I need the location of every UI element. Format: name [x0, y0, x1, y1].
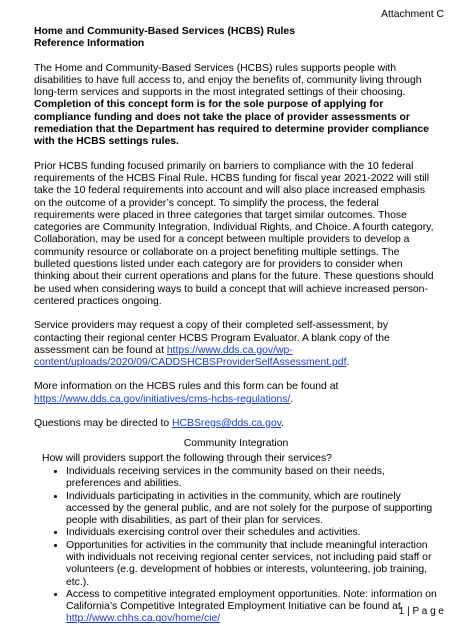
- regulations-link[interactable]: https://www.dds.ca.gov/initiatives/cms-hcbs-regulations/: [34, 393, 291, 405]
- list-item: • Opportunities for activities in the community that include meaningful interaction with individuals not receiving regional center services, not including paid staff or volunteers (e.g. development of hobbies or interests, volunteering, job training, etc.).: [66, 540, 438, 589]
- intro-bold-text: Completion of this concept form is for the sole purpose of applying for compliance funding and does not take the place of provider assessments or remediation that the Department has required to determine provider compliance with the HCBS settings rules.: [34, 99, 429, 148]
- funding-paragraph: Prior HCBS funding focused primarily on barriers to compliance with the 10 federal requirements of the HCBS Final Rule. HCBS funding for fiscal year 2021-2022 will still take the 10 federal requirements into account and will also place increased emphasis on the outcome of a provider’s concept. To simplify the process, the federal requirements were placed in three categories that target similar outcomes. Those categories are Community Integration, Individual Rights, and Choice. A fourth category, Collaboration, may be used for a concept between multiple providers to develop a community resource or collaborate on a project benefiting multiple settings. The bulleted questions listed under each category are for providers to consider when thinking about their current operations and plans for the future. These questions should be used when considering ways to build a concept that will achieve increased person-centered practices ongoing.: [34, 160, 434, 307]
- list-item: • Individuals receiving services in the community based on their needs, preferences and abilities.: [66, 466, 438, 491]
- document-title: Home and Community-Based Services (HCBS) Rules: [34, 26, 295, 37]
- email-link[interactable]: HCBSregs@dds.ca.gov: [172, 418, 282, 430]
- self-assessment-paragraph: [34, 320, 438, 369]
- more-info-end: .: [290, 393, 294, 405]
- list-item: • Individuals exercising control over their schedules and activities.: [66, 527, 438, 539]
- community-integration-heading: Community Integration: [183, 438, 289, 450]
- cie-link[interactable]: http://www.chhs.ca.gov/home/cie/: [66, 613, 221, 625]
- more-info-text: More information on the HCBS rules and this form can be found at: [34, 381, 339, 393]
- more-info-paragraph: [34, 381, 438, 406]
- community-integration-question: How will providers support the following through their services?: [42, 452, 332, 464]
- list-item: • Individuals participating in activities in the community, which are routinely accessed by the general public, and are not solely for the purpose of supporting people with disabilities, as part of their plan for services.: [66, 491, 438, 528]
- community-integration-list: [34, 466, 438, 626]
- questions-text: Questions may be directed to: [34, 418, 170, 430]
- intro-paragraph: [34, 63, 438, 149]
- document-subtitle: Reference Information: [34, 38, 145, 50]
- self-assessment-text: Service providers may request a copy of their completed self-assessment, by contacting their regional center HCBS Program Evaluator. A blank copy of the assessment can be found at: [34, 320, 390, 356]
- attachment-label: Attachment C: [381, 9, 444, 20]
- list-item: [66, 589, 438, 626]
- self-assessment-link[interactable]: https://www.dds.ca.gov/wp-content/uploads/2020/09/CADDSHCBSProviderSelfAssessment.pdf: [34, 344, 347, 369]
- intro-text: The Home and Community-Based Services (HCBS) rules supports people with disabilities to have full access to, and enjoy the benefits of, community living through long-term services and supports in the most integrated settings of their choosing.: [34, 62, 422, 99]
- self-assessment-end: .: [346, 357, 350, 369]
- questions-end: .: [281, 418, 285, 430]
- employment-text: Access to competitive integrated employment opportunities. Note: information on California’s Competitive Integrated Employment Initiative can be found at: [66, 588, 437, 613]
- questions-paragraph: [34, 418, 438, 430]
- document-body: [34, 26, 438, 626]
- page-number: 1 | P a g e: [398, 606, 444, 617]
